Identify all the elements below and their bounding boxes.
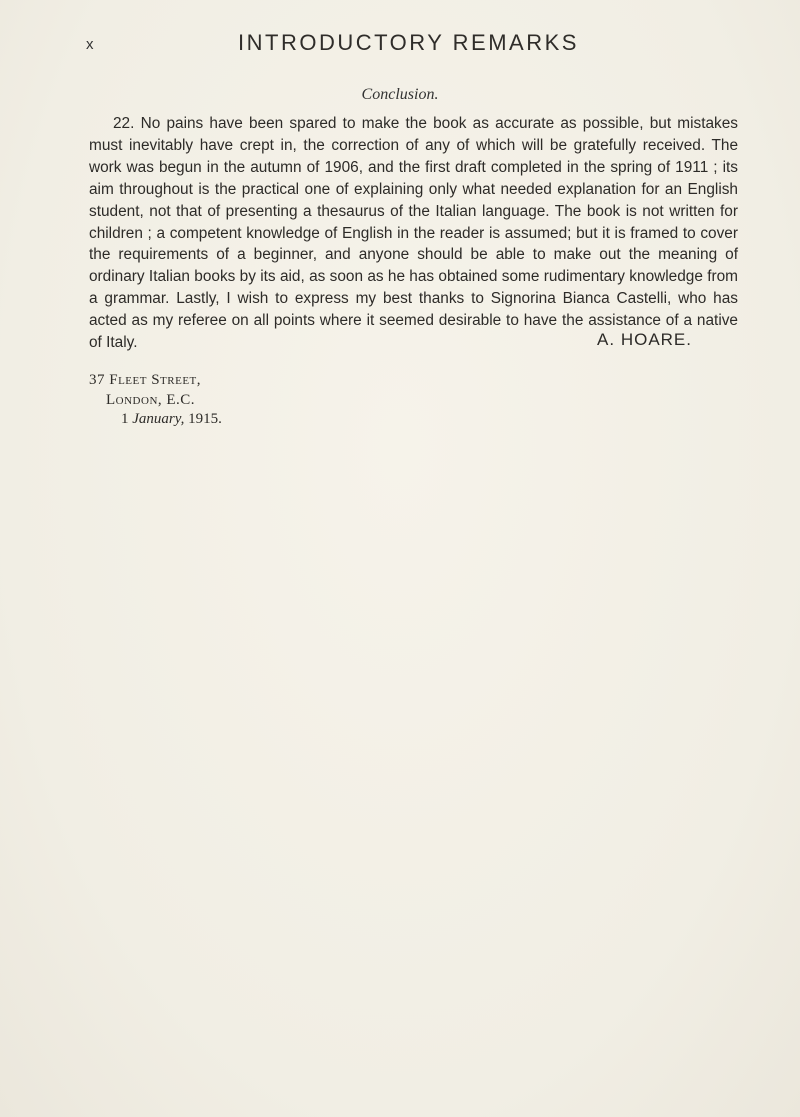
address-street: 37 Fleet Street, (89, 372, 202, 388)
running-title: INTRODUCTORY REMARKS (238, 30, 579, 55)
address-block (89, 371, 222, 430)
date-month: January, (132, 411, 185, 427)
author-signature: A. HOARE. (597, 330, 692, 349)
section-title: Conclusion. (361, 86, 439, 103)
date-year: 1915. (188, 411, 222, 427)
page-number: x (86, 36, 95, 53)
address-city: London, E.C. (106, 391, 196, 408)
date-day: 1 (121, 411, 129, 427)
address-date (89, 410, 222, 430)
body-paragraph: 22. No pains have been spared to make the book as accurate as possible, but mistakes must inevitably have crept in, the correction of any of which will be gratefully received. The work was begun in the autumn of 1906, and the first draft completed in the spring of 1911 ; its aim throughout is the practical one of explaining only what needed explanation for an English student, not that of presenting a thesaurus of the Italian language. The book is not written for children ; a competent knowledge of English in the reader is assumed; but it is framed to cover the requirements of a beginner, and anyone should be able to make out the meaning of ordinary Italian books by its aid, as soon as he has obtained some rudimentary knowledge from a grammar. Lastly, I wish to express my best thanks to Signorina Bianca Castelli, who has acted as my referee on all points where it seemed desirable to have the assistance of a native of Italy. (89, 115, 738, 352)
running-head (86, 30, 731, 60)
